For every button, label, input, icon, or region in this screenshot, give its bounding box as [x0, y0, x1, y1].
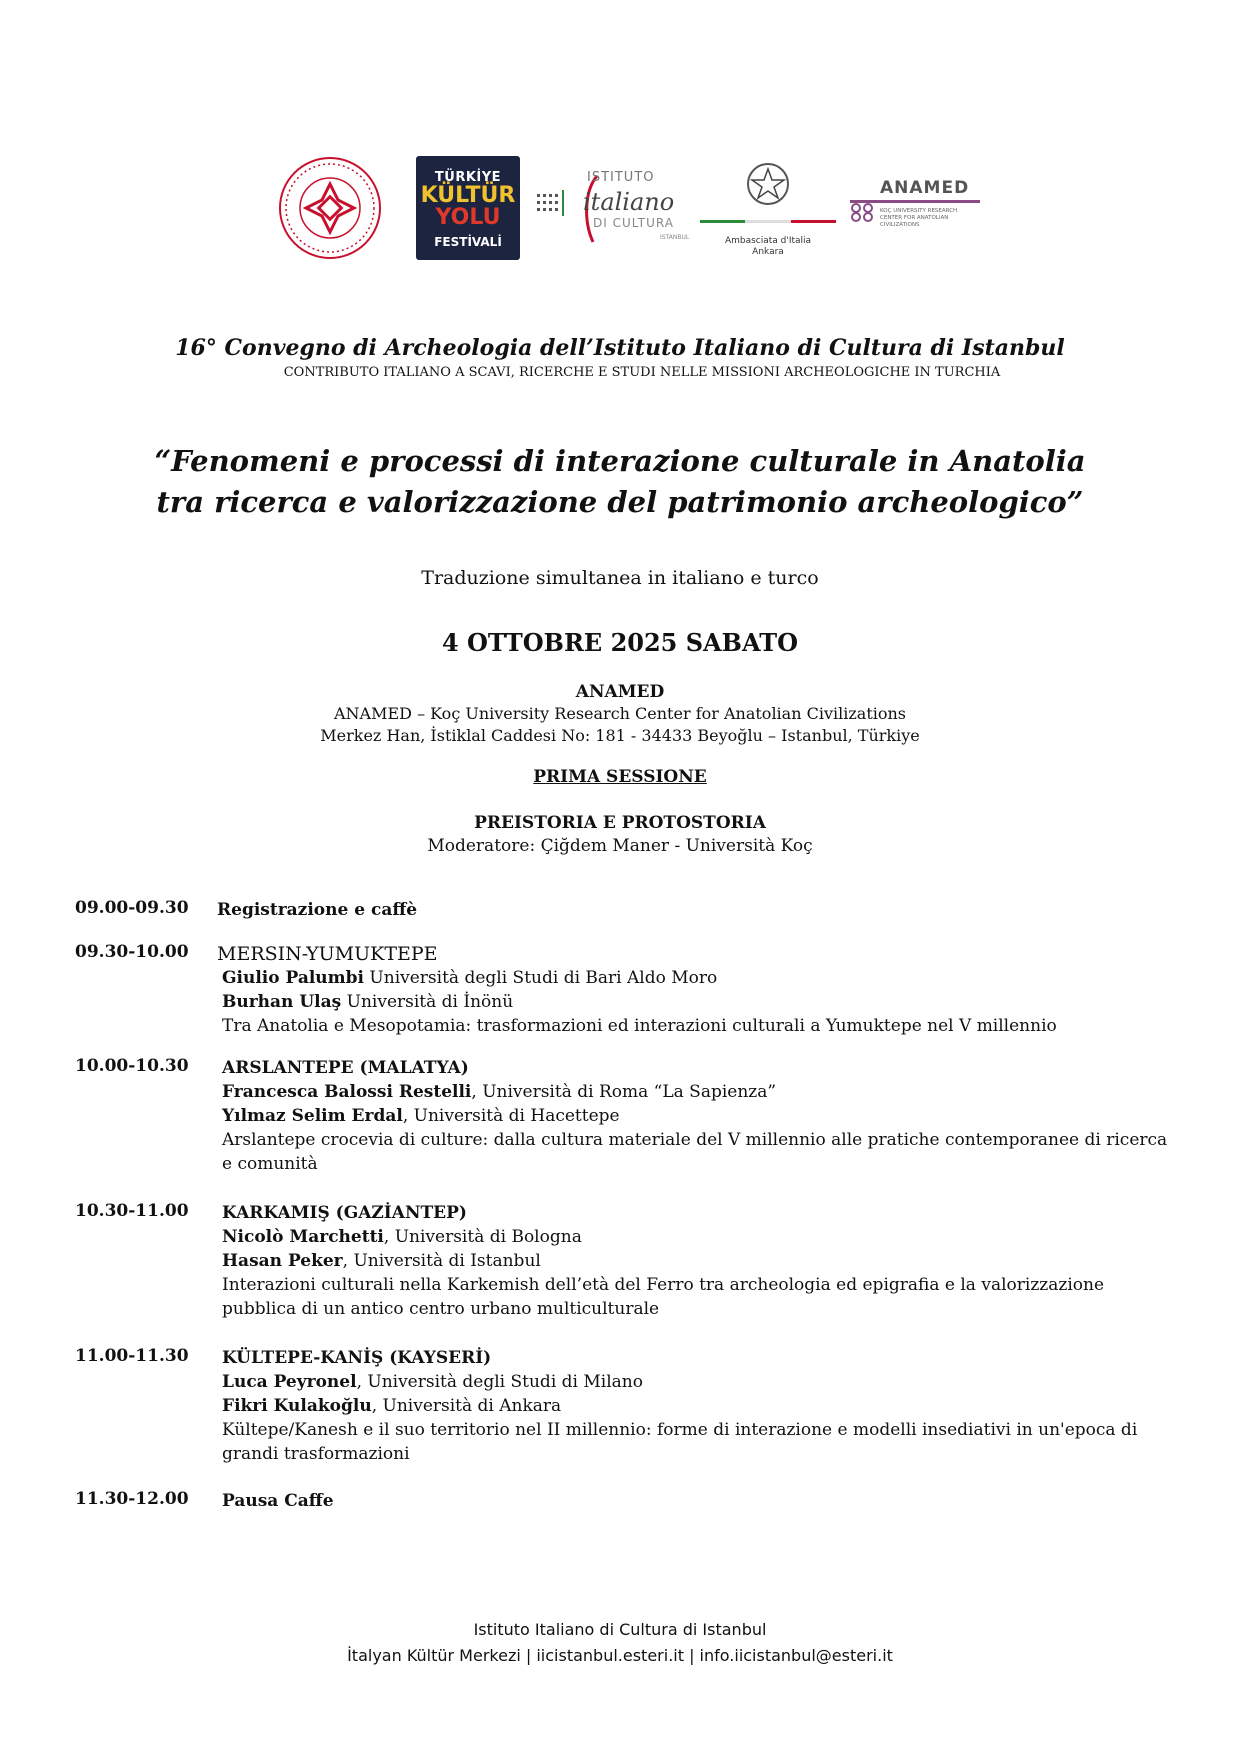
talk-abstract: Interazioni culturali nella Karkemish dell’età del Ferro tra archeologia ed epigrafia e la valorizzazione pubblica di un antico centro urbano multiculturale — [222, 1275, 1104, 1319]
translation-note: Traduzione simultanea in italiano e turco — [421, 567, 819, 589]
program-site: KARKAMIŞ (GAZİANTEP) — [222, 1203, 467, 1223]
speaker-name: Fikri Kulakoğlu — [222, 1396, 372, 1416]
anamed-logo — [850, 178, 985, 238]
speaker-affiliation: , Università di Istanbul — [342, 1251, 541, 1271]
program-time: 10.30-11.00 — [75, 1201, 189, 1221]
convegno-title: 16° Convegno di Archeologia dell’Istituto Italiano di Cultura di Istanbul — [175, 335, 1065, 361]
anamed-mark-icon — [850, 202, 880, 222]
ministry-culture-tourism-logo — [278, 156, 382, 260]
program-time: 10.00-10.30 — [75, 1056, 189, 1076]
program-site: ARSLANTEPE (MALATYA) — [222, 1058, 469, 1078]
festival-logo-line3: YOLU — [435, 205, 501, 230]
program-site: KÜLTEPE-KANİŞ (KAYSERİ) — [222, 1348, 492, 1368]
speaker-name: Hasan Peker — [222, 1251, 343, 1271]
program-title: Pausa Caffe — [222, 1491, 334, 1511]
embassy-logo-line2: Ankara — [752, 247, 784, 257]
embassy-logo-line1: Ambasciata d'Italia — [724, 236, 812, 246]
venue-address: Merkez Han, İstiklal Caddesi No: 181 - 34433 Beyoğlu – Istanbul, Türkiye — [320, 726, 920, 745]
speaker-affiliation: , Università di Hacettepe — [402, 1106, 620, 1126]
talk-abstract: Arslantepe crocevia di culture: dalla cultura materiale del V millennio alle pratiche contemporanee di ricerca e comunità — [222, 1130, 1168, 1174]
convegno-subtitle: CONTRIBUTO ITALIANO A SCAVI, RICERCHE E STUDI NELLE MISSIONI ARCHEOLOGICHE IN TURCHIA — [283, 365, 1001, 380]
logo-bar — [0, 150, 1240, 270]
venue-full-name: ANAMED – Koç University Research Center for Anatolian Civilizations — [333, 704, 907, 723]
speaker-name: Yılmaz Selim Erdal — [222, 1106, 403, 1126]
venue-name: ANAMED — [575, 682, 665, 702]
festival-logo-line2: KÜLTÜR — [420, 183, 516, 208]
talk-abstract: Kültepe/Kanesh e il suo territorio nel II millennio: forme di interazione e modelli insediativi in un'epoca di grandi trasformazioni — [222, 1420, 1138, 1464]
program-time: 09.30-10.00 — [75, 942, 189, 962]
program-title: Registrazione e caffè — [217, 900, 418, 920]
talk-abstract: Tra Anatolia e Mesopotamia: trasformazioni ed interazioni culturali a Yumuktepe nel V millennio — [222, 1016, 1057, 1036]
event-date: 4 OTTOBRE 2025 SABATO — [441, 628, 799, 657]
speaker-name: Francesca Balossi Restelli — [222, 1082, 472, 1102]
iic-logo-line4: ISTANBUL — [660, 234, 690, 241]
session-theme: PREISTORIA E PROTOSTORIA — [474, 813, 766, 833]
speaker-affiliation: Università di İnönü — [341, 992, 514, 1012]
program-time: 11.30-12.00 — [75, 1489, 189, 1509]
speaker-affiliation: , Università di Roma “La Sapienza” — [471, 1082, 777, 1102]
iic-logo-line1: ISTITUTO — [587, 170, 655, 185]
speaker-name: Giulio Palumbi — [222, 968, 365, 988]
program-time: 11.00-11.30 — [75, 1346, 189, 1366]
anamed-logo-tagline: KOÇ UNIVERSITY RESEARCH CENTER FOR ANATOLIAN CIVILIZATIONS — [880, 208, 958, 228]
festival-logo-line4: FESTİVALİ — [434, 235, 502, 249]
speaker-name: Luca Peyronel — [222, 1372, 357, 1392]
session-moderator: Moderatore: Çiğdem Maner - Università Koç — [427, 836, 813, 856]
embassy-italy-logo — [698, 154, 838, 264]
speaker-name: Burhan Ulaş — [222, 992, 342, 1012]
speaker-affiliation: , Università degli Studi di Milano — [356, 1372, 643, 1392]
main-title-line2: tra ricerca e valorizzazione del patrimonio archeologico” — [156, 485, 1084, 519]
session-title: PRIMA SESSIONE — [533, 767, 707, 787]
program-site: MERSIN-YUMUKTEPE — [217, 943, 438, 965]
iic-logo-line2: italiano — [583, 188, 675, 216]
iic-logo-line3: DI CULTURA — [593, 216, 674, 230]
footer-contacts: İtalyan Kültür Merkezi | iicistanbul.esteri.it | info.iicistanbul@esteri.it — [347, 1646, 893, 1665]
speaker-affiliation: , Università di Ankara — [371, 1396, 562, 1416]
istituto-italiano-cultura-logo — [535, 170, 695, 250]
speaker-affiliation: , Università di Bologna — [383, 1227, 582, 1247]
main-title-line1: “Fenomeni e processi di interazione culturale in Anatolia — [154, 444, 1086, 478]
footer-institute: Istituto Italiano di Cultura di Istanbul — [473, 1620, 767, 1639]
anamed-logo-name: ANAMED — [880, 178, 970, 198]
italian-emblem-icon — [698, 154, 838, 234]
kultur-yolu-festival-logo — [416, 156, 520, 260]
speaker-name: Nicolò Marchetti — [222, 1227, 384, 1247]
speaker-affiliation: Università degli Studi di Bari Aldo Moro — [364, 968, 718, 988]
program-time: 09.00-09.30 — [75, 898, 189, 918]
festival-logo-line1: TÜRKİYE — [434, 170, 502, 185]
